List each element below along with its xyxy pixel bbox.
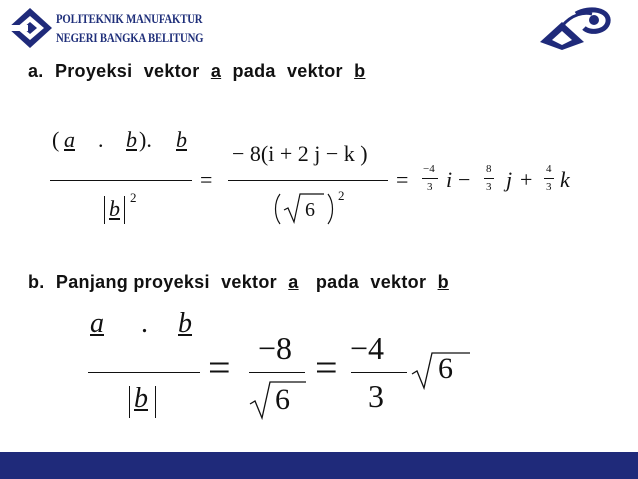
section-a-word-proyeksi: Proyeksi bbox=[54, 61, 133, 81]
section-a-prefix: a. bbox=[28, 61, 44, 81]
fb-eq2: = bbox=[315, 345, 338, 390]
fa-c2-num: 8 bbox=[486, 163, 492, 175]
fa-eq1: = bbox=[200, 167, 213, 192]
section-a-heading bbox=[28, 61, 365, 82]
fa-c2-line bbox=[484, 178, 494, 179]
polman-diamond-logo-icon bbox=[6, 6, 54, 50]
fb-abs-left bbox=[129, 386, 130, 418]
section-b-var-a: a bbox=[288, 272, 299, 292]
section-a-word-pada: pada bbox=[232, 61, 276, 81]
fa-plus: + bbox=[520, 167, 533, 192]
fa-c1-den: 3 bbox=[427, 181, 433, 193]
fa-fraction-line-1 bbox=[50, 180, 192, 181]
section-b-heading bbox=[28, 272, 449, 293]
fb-radicand: 6 bbox=[438, 352, 453, 385]
institution-name bbox=[56, 10, 203, 48]
fb-f2-num: −4 bbox=[350, 330, 385, 366]
fa-mid-num: − 8(i + 2 j − k ) bbox=[232, 141, 368, 166]
fa-c3-num: 4 bbox=[546, 163, 552, 175]
fa-fraction-line-2 bbox=[228, 180, 388, 181]
fb-num-a: a bbox=[90, 308, 104, 339]
fb-f1-radicand: 6 bbox=[275, 383, 290, 416]
institution-line-1: POLITEKNIK MANUFAKTUR bbox=[56, 12, 203, 26]
fa-mid-den-radicand: 6 bbox=[305, 199, 315, 221]
fa-open-paren: ( bbox=[52, 127, 60, 152]
section-b-var-b: b bbox=[437, 272, 449, 292]
section-a-var-a: a bbox=[210, 61, 222, 81]
section-a-word-vektor-2: vektor bbox=[287, 61, 343, 81]
institution-line-2: NEGERI BANGKA BELITUNG bbox=[56, 31, 204, 45]
fb-num-dot: . bbox=[141, 308, 148, 339]
fb-f1-num: −8 bbox=[258, 330, 293, 366]
section-b-word-proyeksi: proyeksi bbox=[133, 272, 210, 292]
section-a-word-vektor: vektor bbox=[143, 61, 200, 81]
section-b-word-vektor: vektor bbox=[221, 272, 277, 292]
institution-emblem-icon bbox=[532, 4, 614, 52]
fb-fraction-line-3 bbox=[351, 372, 407, 373]
fb-num-b: b bbox=[178, 308, 192, 339]
fa-num-b2: b bbox=[176, 127, 187, 152]
fa-var-j: j bbox=[506, 167, 513, 192]
fa-num-b1: b bbox=[126, 127, 137, 152]
fa-c2-den: 3 bbox=[486, 181, 492, 193]
fa-eq2: = bbox=[396, 167, 409, 192]
fa-var-k: k bbox=[560, 167, 570, 192]
fa-num-a: a bbox=[64, 127, 75, 152]
fb-eq1: = bbox=[208, 345, 231, 390]
fa-den-exp: 2 bbox=[130, 190, 137, 205]
fa-var-i: i bbox=[446, 167, 453, 192]
fb-fraction-line-1 bbox=[88, 372, 200, 373]
section-b-word-vektor-2: vektor bbox=[370, 272, 427, 292]
fa-num-dot: . bbox=[98, 127, 104, 152]
fa-mid-den-exp: 2 bbox=[338, 188, 345, 203]
section-a-var-b: b bbox=[354, 61, 366, 81]
fa-minus: − bbox=[458, 167, 471, 192]
fa-c3-line bbox=[544, 178, 554, 179]
section-b-word-pada: pada bbox=[315, 272, 360, 292]
fa-abs-right bbox=[124, 196, 125, 224]
fb-fraction-line-2 bbox=[249, 372, 305, 373]
fb-den-b: b bbox=[134, 383, 148, 414]
section-b-word-panjang: Panjang bbox=[55, 272, 129, 292]
fa-den-b: b bbox=[109, 196, 120, 221]
footer-bar bbox=[0, 452, 638, 479]
section-b-prefix: b. bbox=[28, 272, 45, 292]
fa-c1-num: −4 bbox=[423, 163, 435, 175]
fa-c1-line bbox=[422, 178, 438, 179]
fa-abs-left bbox=[104, 196, 105, 224]
fb-abs-right bbox=[155, 386, 156, 418]
fb-f2-den: 3 bbox=[368, 378, 384, 414]
fa-num-close: ). bbox=[139, 127, 152, 152]
fa-c3-den: 3 bbox=[546, 181, 552, 193]
